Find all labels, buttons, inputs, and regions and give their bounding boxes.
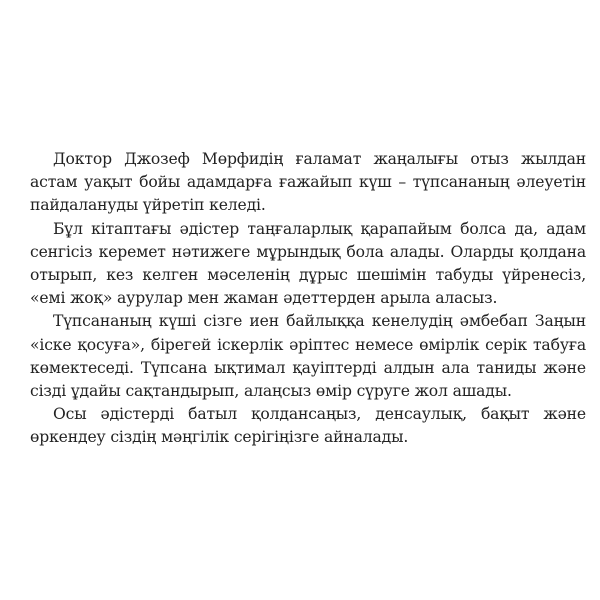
paragraph-3: Түпсананың күші сізге иен байлыққа кенелудің әмбебап Заңын «іске қосуға», бірегей іскерлік әріптес немесе өмірлік серік табуға көмектеседі. Түпсана ықтимал қауіптерді алдын ала таниды және сізді ұдайы сақтандырып, алаңсыз өмір сүруге жол ашады. [30,312,586,401]
paragraph-4: Осы әдістерді батыл қолдансаңыз, денсаулық, бақыт және өркендеу сіздің мәңгілік серігіңізге айналады. [30,405,586,447]
paragraph-1: Доктор Джозеф Мөрфидің ғаламат жаңалығы отыз жылдан астам уақыт бойы адамдарға ғажайып күш – түпсананың әлеуетін пайдалануды үйретіп келеді. [30,150,586,215]
paragraph-2: Бұл кітаптағы әдістер таңғаларлық қарапайым болса да, адам сенгісіз керемет нәтижеге мұрындық бола алады. Оларды қолдана отырып, кез келген мәселенің дұрыс шешімін табуды үйренесіз, «емі жоқ» аурулар мен жаман әдеттерден арыла аласыз. [30,219,586,308]
text-block [30,148,586,450]
